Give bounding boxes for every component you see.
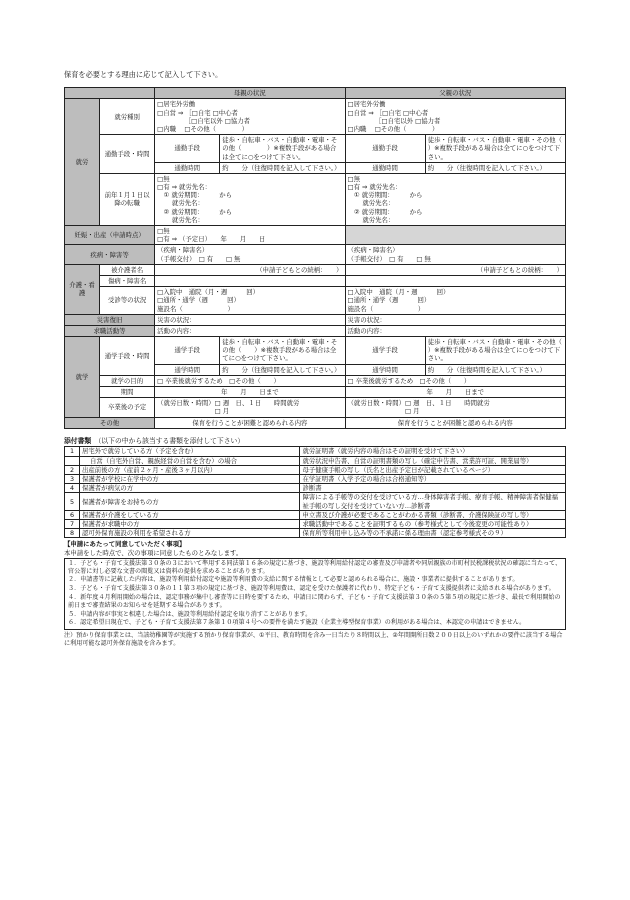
attach-row: 3 保護者が学校に在学中の方 在学証明書（入学予定の場合は合格通知等） bbox=[65, 475, 566, 484]
consent-notes bbox=[64, 540, 566, 647]
mother-illness[interactable]: （疾病・障害名） （手帳交付） □ 有 □ 無 bbox=[155, 245, 345, 264]
mother-study-after[interactable]: （就労日数・時間）□ 週 日、１日 時間就労 □ 月 bbox=[155, 398, 345, 417]
father-illness[interactable]: （疾病・障害名） （手帳交付） □ 有 □ 無 bbox=[345, 245, 565, 264]
mother-means[interactable]: 徒歩・自転車・バス・自動車・電車・その他（ ）※複数手段がある場合は全てに○をつけて下さい。 bbox=[220, 135, 345, 163]
reason-table bbox=[64, 87, 588, 429]
father-care-disease[interactable] bbox=[345, 275, 565, 286]
attach-row: 7 保護者が求職中の方 求職活動中であることを証明するもの（参考様式として今後変更の可能性あり） bbox=[65, 519, 566, 528]
head-father: 父親の状況 bbox=[345, 88, 565, 99]
form-page bbox=[64, 70, 588, 648]
mother-care-disease[interactable] bbox=[155, 275, 345, 286]
note-item: ５．申請内容が事実と相違した場合は、施設等利用給付認定を取り消すことがあります。 bbox=[68, 610, 312, 618]
head-mother: 母親の状況 bbox=[155, 88, 345, 99]
work-type-label: 就労種別 bbox=[100, 99, 155, 135]
note-item: ３．子ども・子育て支援法第３０条の１１第３項の規定に基づき、施設等利用費は、認定を受けた保護者に代わり、特定子ども・子育て支援提供者に支給される場合があります。 bbox=[68, 585, 555, 593]
father-care-status[interactable]: □入院中 通院（月・週 回） □通所・通学（週 回） 施設名（ ） bbox=[345, 287, 565, 315]
father-time-label: 通勤時間 bbox=[345, 162, 425, 173]
attach-row: 2 出産前後の方（産前２ヶ月・産後３ヶ月以内） 母子健康手帳の写し（氏名と出産予定日が記載されているページ） bbox=[65, 465, 566, 474]
mother-time-label: 通勤時間 bbox=[155, 162, 220, 173]
care-target-label: 被介護者名 bbox=[100, 264, 155, 275]
father-prev-job[interactable]: □無 □有 ⇒ 就労先名： ① 就労期間： から 就労先名： ② 就労期間： から 就労先名： bbox=[345, 173, 565, 225]
father-study-time-label: 通学時間 bbox=[345, 364, 425, 375]
note-item: ２．申請書等に記載した内容は、施設等利用給付認定や施設等利用費の支給に関する情報として必要と認められる場合に、施設・事業者に提供することがあります。 bbox=[68, 576, 519, 584]
mother-study-means-label: 通学手段 bbox=[155, 337, 220, 365]
father-other[interactable]: 保育を行うことが困難と認められる内容 bbox=[345, 417, 565, 428]
study-after-label: 卒業後の予定 bbox=[100, 398, 155, 417]
mother-study-means[interactable]: 徒歩・自転車・バス・自動車・電車・その他（ ）※複数手段がある場合は全てに○をつけて下さい。 bbox=[220, 337, 345, 365]
father-study-purpose[interactable]: □ 卒業後就労するため □その他（ ） bbox=[345, 375, 565, 386]
note-item: ６．認定希望日現在で、子ども・子育て支援法第７条第１０項第４号への要件を満たす施設（企業主導型保育事業）の利用がある場合は、本認定の申請はできません。 bbox=[68, 619, 526, 627]
commute-label: 通勤手段・時間 bbox=[100, 135, 155, 174]
mother-birth[interactable]: □無 □有 ⇒ （予定日） 年 月 日 bbox=[155, 226, 345, 245]
care-disease-label: 傷病・障害名 bbox=[100, 275, 155, 286]
other-label: その他 bbox=[65, 417, 155, 428]
work-section-label: 就労 bbox=[65, 99, 100, 226]
father-time[interactable]: 約 分（往復時間を記入して下さい。） bbox=[425, 162, 565, 173]
disaster-label: 災害復旧 bbox=[65, 314, 155, 325]
attach-row: 6 保護者が介護をしている方 申立書及び介護が必要であることがわかる書類（診断書、介護保険証の写し等） bbox=[65, 510, 566, 519]
attachments-section bbox=[64, 437, 566, 539]
father-disaster[interactable]: 災害の状況： bbox=[345, 314, 565, 325]
birth-label: 妊娠・出産（申請時点） bbox=[65, 226, 155, 245]
attach-row: 1 居宅外で就労している方（予定を含む） 就労証明書（就労内容の場合はその証明を受けて下さい） bbox=[65, 447, 566, 456]
note-item: １．子ども・子育て支援法第３０条の３において準用する同法第１６条の規定に基づき、施設等利用給付認定の審査及び申請者や同居親族の市町村民税課税状況の確認に当たって、官公署に対し必要な文書の閲覧又は資料の提供を求めることがあります。 bbox=[68, 559, 562, 575]
footnote: 注）預かり保育事業とは、当該幼稚園等が実施する預かり保育事業が、①平日、教育時間を含み一日当たり８時間以上、②年間開所日数２００日以上のいずれかの要件に該当する場合に利用可能な認可外保育施設を含みます。 bbox=[64, 632, 563, 647]
attachments-title: 添付書類 （以下の中から該当する書類を添付して下さい） bbox=[64, 436, 245, 445]
mother-disaster[interactable]: 災害の状況： bbox=[155, 314, 345, 325]
father-jobsearch[interactable]: 活動の内容： bbox=[345, 325, 565, 336]
father-work-type[interactable]: □居宅外労働 □自営 ⇒ ［□自宅 □中心者 ［□自宅以外 □協力者 □内職 □その他（ ） bbox=[345, 99, 565, 135]
mother-means-label: 通勤手段 bbox=[155, 135, 220, 163]
attach-row: 5 保護者が障害をお持ちの方 障害による手帳等の交付を受けている方…身体障害者手帳、療育手帳、精神障害者保健福祉手帳の写し交付を受けていない方…診断書 bbox=[65, 493, 566, 510]
notes-lead: 本申請をした時点で、次の事項に同意したものとみなします。 bbox=[64, 548, 243, 557]
father-birth bbox=[345, 226, 565, 245]
care-status-label: 受診等の状況 bbox=[100, 287, 155, 315]
prev-job-label: 前年１月１日以降の転職 bbox=[100, 173, 155, 225]
jobsearch-label: 求職活動等 bbox=[65, 325, 155, 336]
father-means-label: 通勤手段 bbox=[345, 135, 425, 163]
mother-study-purpose[interactable]: □ 卒業後就労するため □その他（ ） bbox=[155, 375, 345, 386]
notes-box bbox=[64, 558, 566, 630]
attach-row: 8 認可外保育施設の利用を希望される方 保育所等利用申し込み等の不承諾に係る理由書（認定参考様式その９） bbox=[65, 529, 566, 538]
mother-work-type[interactable]: □居宅外労働 □自営 ⇒ ［□自宅 □中心者 ［□自宅以外 □協力者 □内職 □その他（ ） bbox=[155, 99, 345, 135]
father-study-period[interactable]: 年 月 日まで bbox=[345, 387, 565, 398]
father-care-target[interactable]: （申請子どもとの続柄： ） bbox=[345, 264, 565, 275]
study-commute-label: 通学手段・時間 bbox=[100, 337, 155, 376]
head-blank bbox=[65, 88, 155, 99]
attachments-table bbox=[64, 446, 566, 538]
attach-row: 4 保護者が病気の方 診断書 bbox=[65, 484, 566, 493]
intro-text: 保育を必要とする理由に応じて記入して下さい。 bbox=[64, 70, 223, 79]
study-section-label: 就学 bbox=[65, 337, 100, 418]
study-purpose-label: 就学の目的 bbox=[100, 375, 155, 386]
father-study-after[interactable]: （就労日数・時間）□ 週 日、１日 時間就労 □ 月 bbox=[345, 398, 565, 417]
father-study-means-label: 通学手段 bbox=[345, 337, 425, 365]
study-period-label: 期間 bbox=[100, 387, 155, 398]
father-study-time[interactable]: 約 分（往復時間を記入して下さい。） bbox=[425, 364, 565, 375]
note-item: ４．新年度４月利用開始の場合は、認定事務が集中し審査等に日時を要するため、申請日に関わらず、子ども・子育て支援法第３０条の５第５項の規定に基づき、最長で利用開始の前日まで審査結果のお知らせを延期する場合があります。 bbox=[68, 593, 561, 609]
mother-prev-job[interactable]: □無 □有 ⇒ 就労先名： ① 就労期間： から 就労先名： ② 就労期間： から 就労先名： bbox=[155, 173, 345, 225]
father-means[interactable]: 徒歩・自転車・バス・自動車・電車・その他（ ）※複数手段がある場合は全てに○をつけて下さい。 bbox=[425, 135, 565, 163]
notes-heading: 【申請にあたって同意していただく事項】 bbox=[64, 540, 186, 549]
mother-care-status[interactable]: □入院中 通院（月・週 回） □通所・通学（週 回） 施設名（ ） bbox=[155, 287, 345, 315]
mother-jobsearch[interactable]: 活動の内容： bbox=[155, 325, 345, 336]
mother-time[interactable]: 約 分（往復時間を記入して下さい。） bbox=[220, 162, 345, 173]
father-study-means[interactable]: 徒歩・自転車・バス・自動車・電車・その他（ ）※複数手段がある場合は全てに○をつけて下さい。 bbox=[425, 337, 565, 365]
illness-label: 疾病・障害等 bbox=[65, 245, 155, 264]
mother-care-target[interactable]: （申請子どもとの続柄： ） bbox=[155, 264, 345, 275]
mother-study-time-label: 通学時間 bbox=[155, 364, 220, 375]
mother-other[interactable]: 保育を行うことが困難と認められる内容 bbox=[155, 417, 345, 428]
mother-study-period[interactable]: 年 月 日まで bbox=[155, 387, 345, 398]
mother-study-time[interactable]: 約 分（往復時間を記入して下さい。） bbox=[220, 364, 345, 375]
care-section-label: 介護・看護 bbox=[65, 264, 100, 314]
attach-row: 自営（自宅外自営、親族経営の自営を含む）の場合 就労状況申告書、自営の証明書類の写し（確定申告書、営業許可証、開業届等） bbox=[65, 456, 566, 465]
